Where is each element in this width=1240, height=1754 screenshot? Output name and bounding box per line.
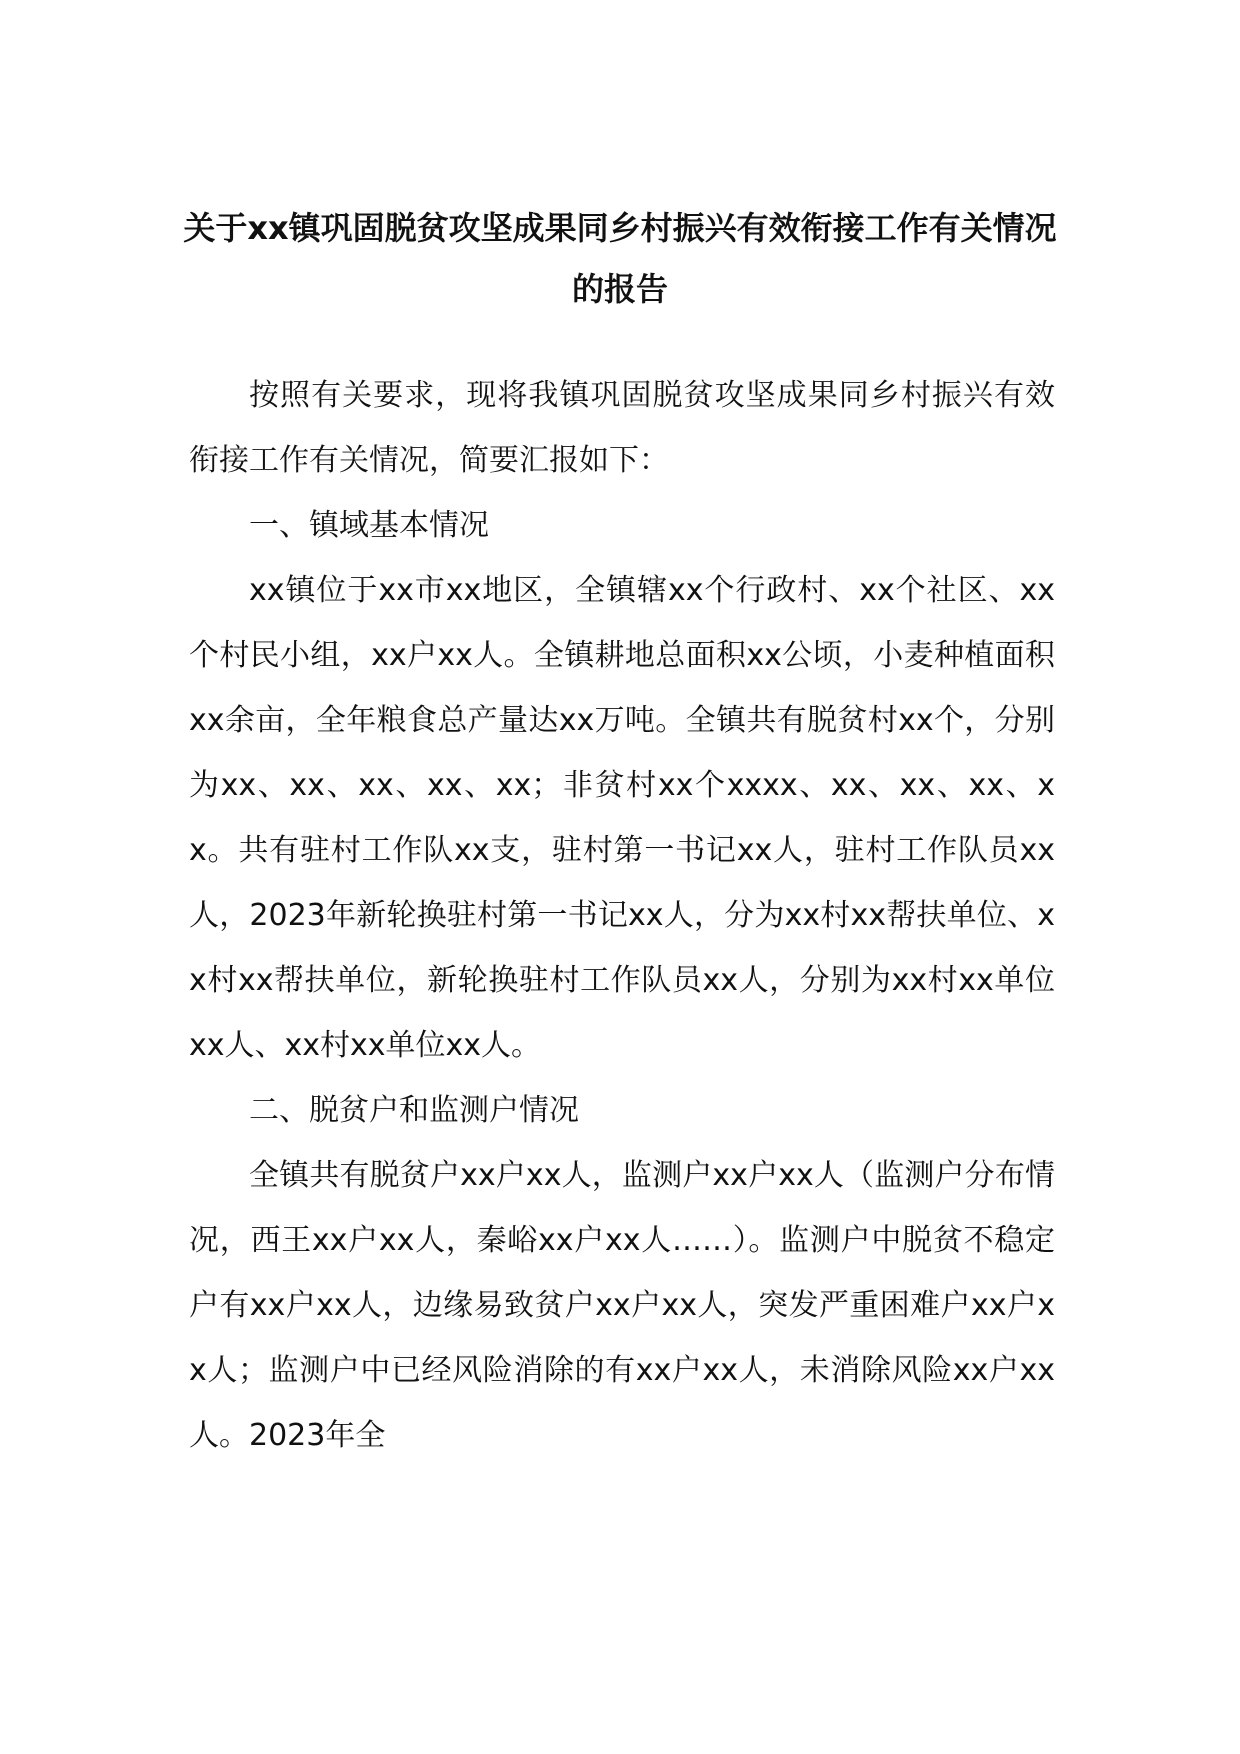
section-heading-1: 一、镇域基本情况 bbox=[249, 508, 489, 543]
section-heading-2: 二、脱贫户和监测户情况 bbox=[249, 1093, 579, 1128]
paragraph-town-overview: xx镇位于xx市xx地区，全镇辖xx个行政村、xx个社区、xx个村民小组，xx户xx人。全镇耕地总面积xx公顷，小麦种植面积xx余亩，全年粮食总产量达xx万吨。全镇共有脱贫村xx个，分别为xx、xx、xx、xx、xx；非贫村xx个xxxx、xx、xx、xx、xx。共有驻村工作队xx支，驻村第一书记xx人，驻村工作队员xx人，2023年新轮换驻村第一书记xx人，分为xx村xx帮扶单位、xx村xx帮扶单位，新轮换驻村工作队员xx人，分别为xx村xx单位xx人、xx村xx单位xx人。 bbox=[189, 573, 1055, 1063]
document-body bbox=[189, 363, 1055, 1468]
paragraph-households: 全镇共有脱贫户xx户xx人，监测户xx户xx人（监测户分布情况，西王xx户xx人，秦峪xx户xx人……）。监测户中脱贫不稳定户有xx户xx人，边缘易致贫户xx户xx人，突发严重困难户xx户xx人；监测户中已经风险消除的有xx户xx人，未消除风险xx户xx人。2023年全 bbox=[189, 1158, 1055, 1453]
document-title: 关于xx镇巩固脱贫攻坚成果同乡村振兴有效衔接工作有关情况的报告 bbox=[183, 209, 1057, 308]
paragraph-intro: 按照有关要求，现将我镇巩固脱贫攻坚成果同乡村振兴有效衔接工作有关情况，简要汇报如下： bbox=[189, 378, 1055, 478]
